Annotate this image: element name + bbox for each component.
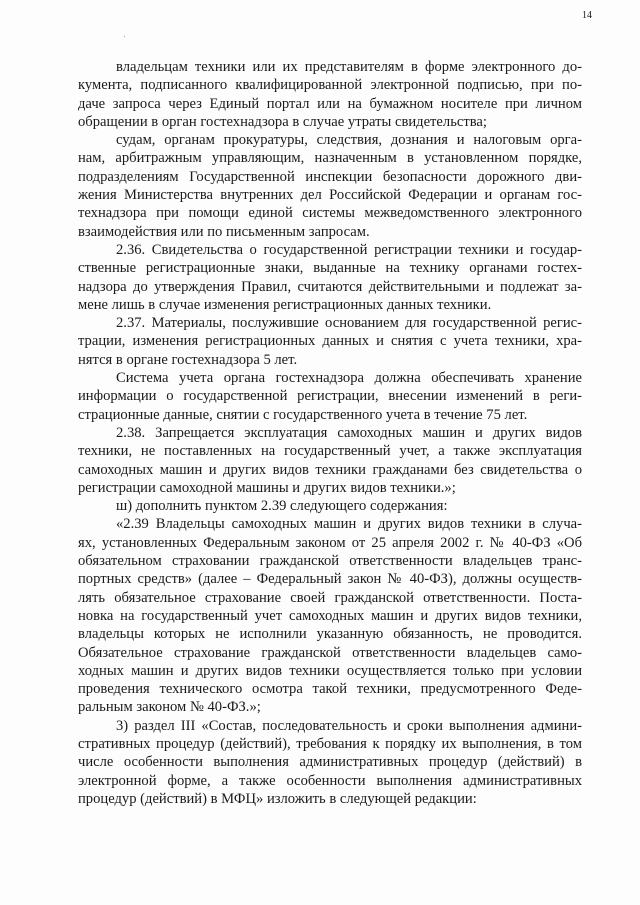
paragraph	[78, 717, 582, 808]
text-line: страционные данные, снятии с государственного учета в течение 75 лет.	[78, 406, 528, 423]
text-line: 2.36. Свидетельства о государственной регистрации техники и государ-	[116, 241, 582, 258]
text-line: процедур (действий) в МФЦ» изложить в следующей редакции:	[78, 790, 477, 807]
text-line: Обязательное страхование гражданской ответственности владельцев само-	[78, 644, 582, 661]
text-line: ш) дополнить пунктом 2.39 следующего содержания:	[116, 498, 448, 515]
paragraph	[78, 314, 582, 369]
text-line: Система учета органа гостехнадзора должна обеспечивать хранение	[116, 370, 582, 387]
text-line: ях, установленных Федеральным законом от 25 апреля 2002 г. № 40-ФЗ «Об	[78, 534, 582, 551]
text-line: владельцам техники или их представителям в форме электронного до-	[116, 59, 582, 75]
text-line: подразделениям Государственной инспекции безопасности дорожного дви-	[78, 168, 582, 185]
text-line: «2.39 Владельцы самоходных машин и других видов техники в случа-	[116, 516, 582, 533]
paragraph	[78, 424, 582, 497]
text-line: 2.38. Запрещается эксплуатация самоходных машин и других видов	[116, 424, 582, 441]
text-line: обязательном страховании гражданской ответственности владельцев транс-	[78, 553, 582, 570]
document-body	[78, 58, 582, 808]
text-line: 3) раздел III «Состав, последовательность и сроки выполнения админи-	[116, 717, 582, 734]
text-line: даче запроса через Единый портал или на бумажном носителе при личном	[78, 95, 582, 112]
text-line: кумента, подписанного квалифицированной электронной подписью, при по-	[78, 77, 582, 94]
text-line: техники, не поставленных на государственный учет, а также эксплуатация	[78, 443, 582, 460]
text-line: ральным законом № 40-ФЗ.»;	[78, 699, 261, 716]
text-line: взаимодействия или по письменным запросам.	[78, 223, 370, 240]
scan-speck	[124, 36, 125, 37]
text-line: обращении в орган гостехнадзора в случае утраты свидетельства;	[78, 113, 487, 130]
text-line: портных средств» (далее – Федеральный закон № 40-ФЗ), должны осуществ-	[78, 571, 582, 588]
text-line: нятся в органе гостехнадзора 5 лет.	[78, 351, 298, 368]
paragraph	[78, 241, 582, 314]
paragraph	[78, 58, 582, 131]
paragraph	[78, 515, 582, 716]
paragraph	[78, 131, 582, 241]
page-number: 14	[582, 10, 592, 21]
text-line: ходных машин и других видов техники осуществляется только при условии	[78, 662, 582, 679]
text-line: стративных процедур (действий), требования к порядку их выполнения, в том	[78, 735, 582, 752]
text-line: информации о государственной регистрации, внесении изменений в реги-	[78, 388, 582, 405]
paragraph	[78, 497, 582, 515]
paragraph	[78, 369, 582, 424]
text-line: трации, изменения регистрационных данных и снятия с учета техники, хра-	[78, 333, 582, 350]
text-line: регистрации самоходной машины и других видов техники.»;	[78, 479, 456, 496]
text-line: надзора до утверждения Правил, считаются действительными и подлежат за-	[78, 278, 582, 295]
text-line: технадзора при помощи единой системы межведомственного электронного	[78, 205, 582, 222]
text-line: 2.37. Материалы, послужившие основанием для государственной регис-	[116, 315, 582, 332]
text-line: лять обязательное страхование своей гражданской ответственности. Поста-	[78, 589, 582, 606]
text-line: новка на государственный учет самоходных машин и других видов техники,	[78, 607, 582, 624]
text-line: жения Министерства внутренних дел Российской Федерации и органам гос-	[78, 187, 582, 204]
text-line: мене лишь в случае изменения регистрационных данных техники.	[78, 296, 492, 313]
text-line: ственные регистрационные знаки, выданные на технику органами гостех-	[78, 260, 582, 277]
text-line: самоходных машин и других видов техники гражданами без свидетельства о	[78, 461, 582, 478]
text-line: нам, арбитражным управляющим, назначенным в установленном порядке,	[78, 150, 582, 167]
text-line: владельцы которых не исполнили указанную обязанность, не проводится.	[78, 626, 582, 643]
text-line: числе особенности выполнения административных процедур (действий) в	[78, 754, 582, 771]
text-line: электронной форме, а также особенности выполнения административных	[78, 772, 582, 789]
text-line: проведения технического осмотра такой техники, предусмотренного Феде-	[78, 681, 582, 698]
text-line: судам, органам прокуратуры, следствия, дознания и налоговым орга-	[116, 132, 582, 149]
